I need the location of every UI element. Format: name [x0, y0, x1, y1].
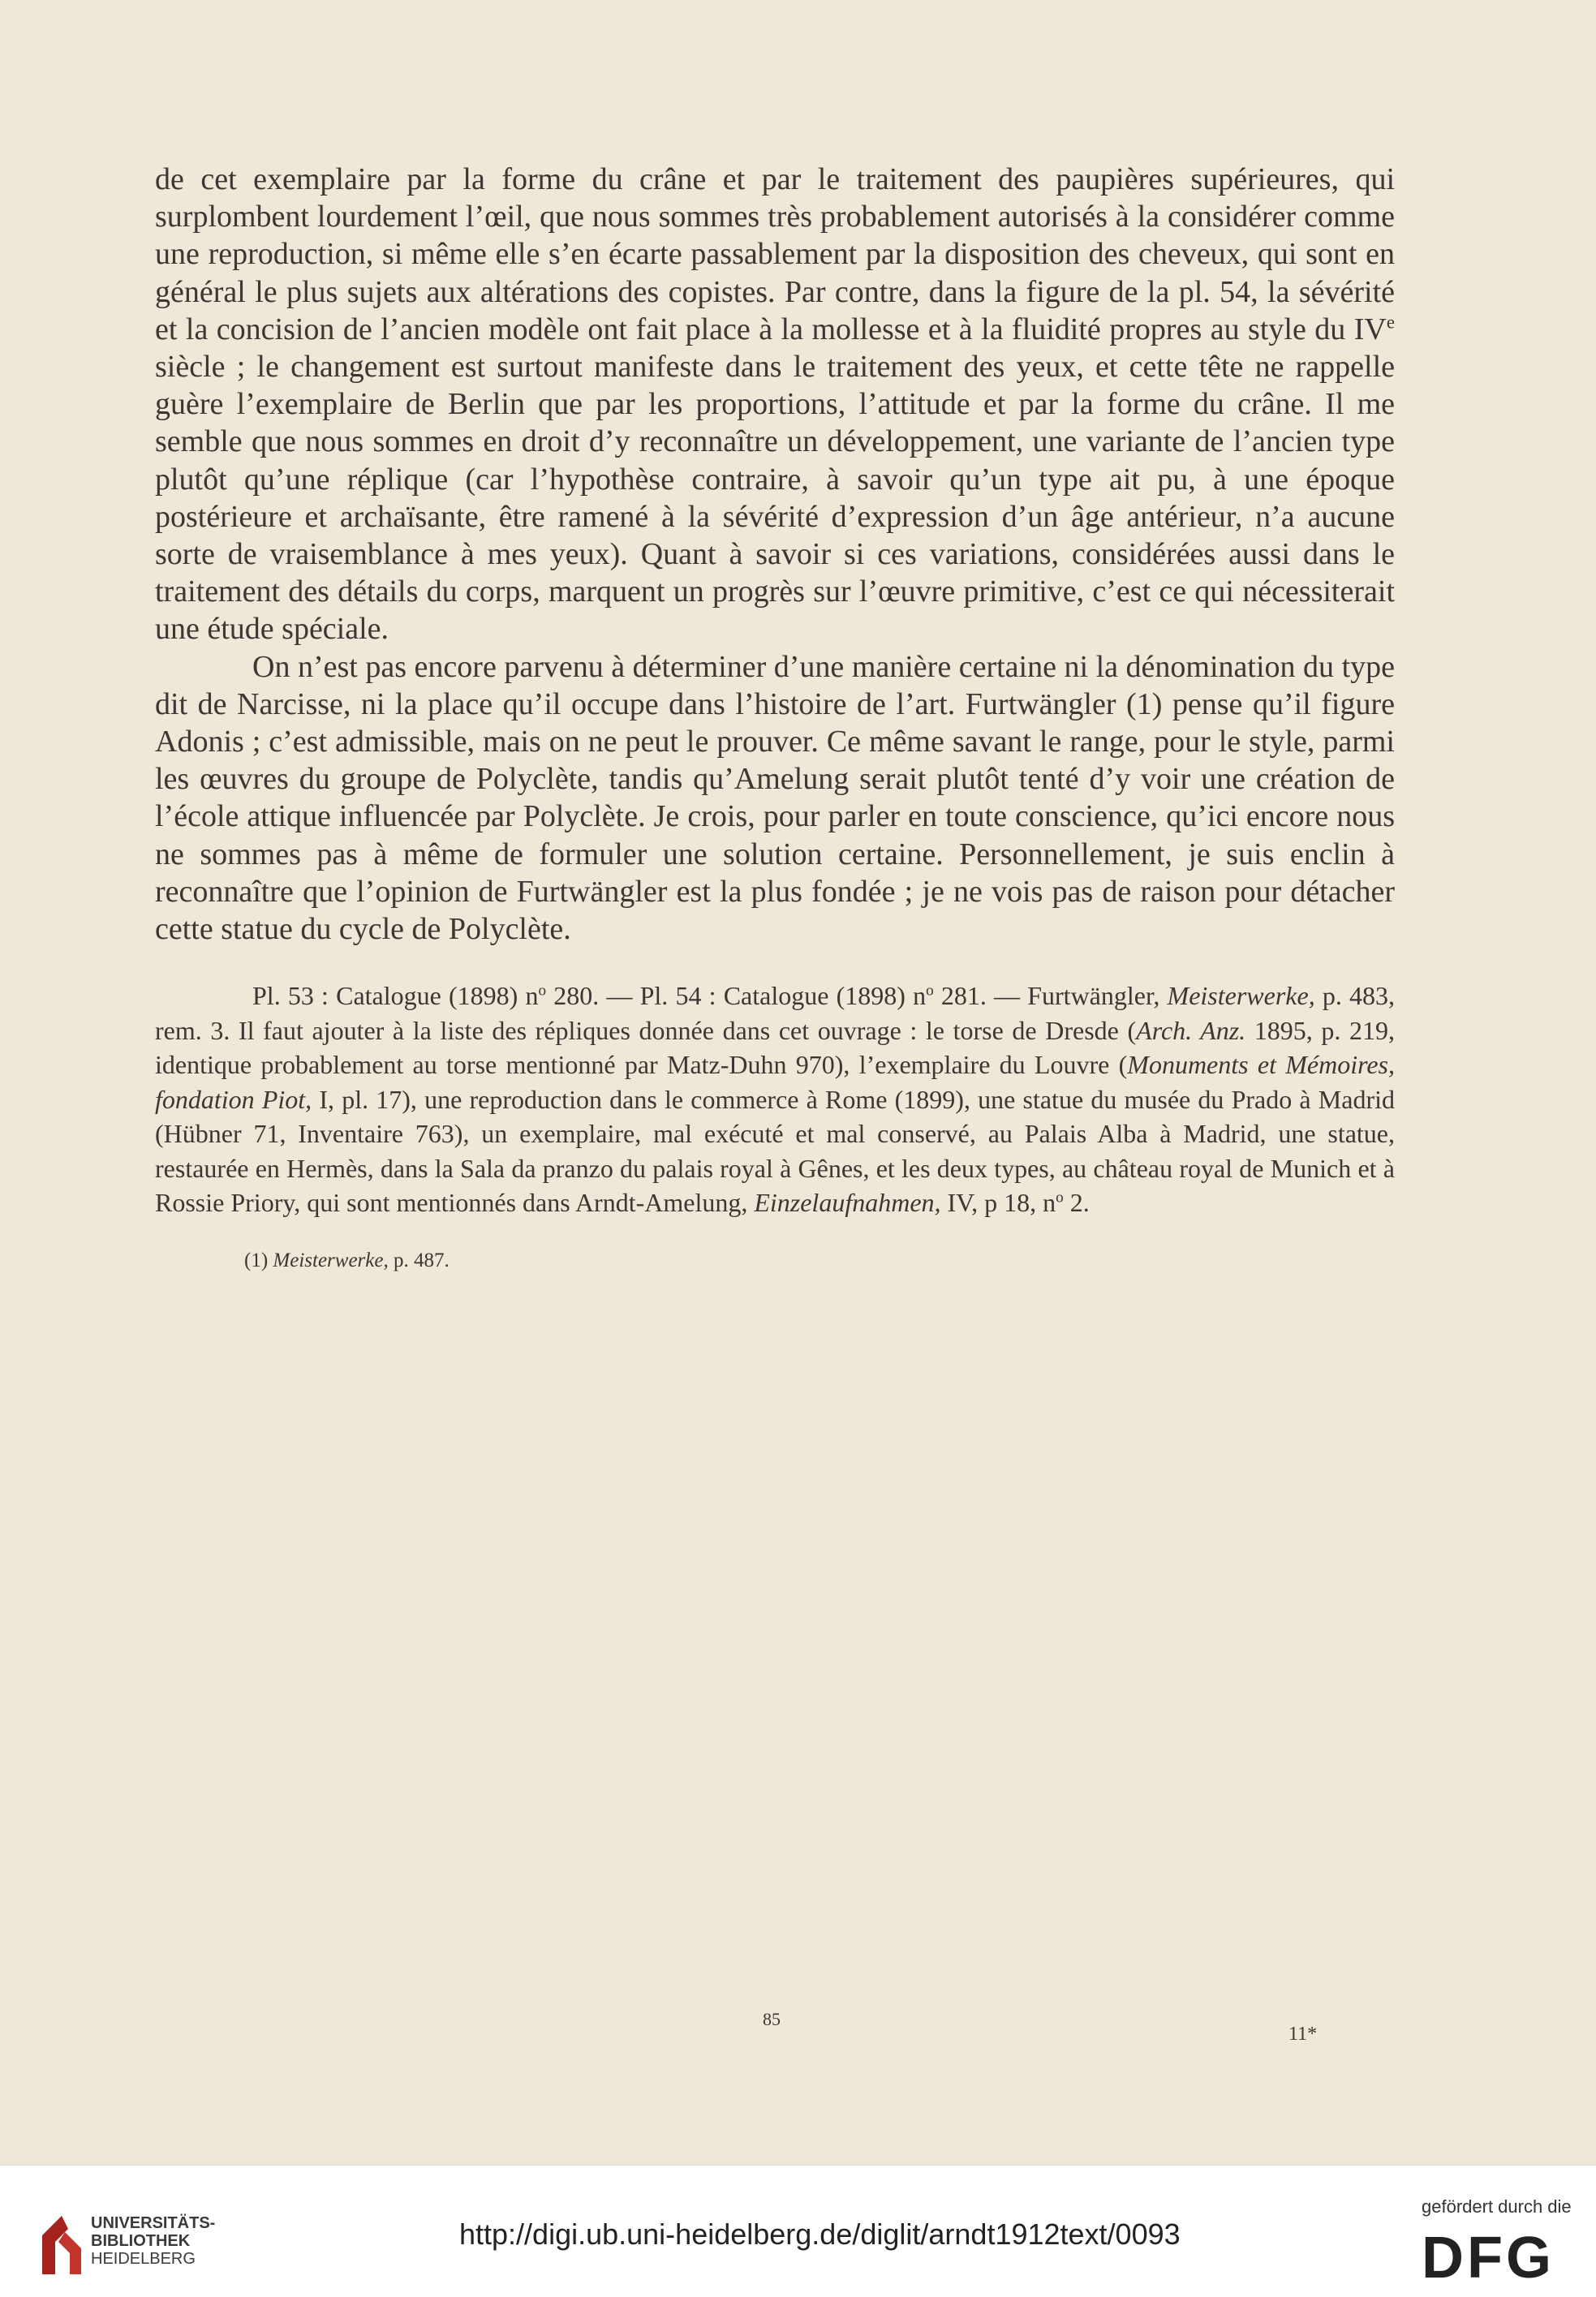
paragraph-1 — [155, 161, 1395, 648]
note-sup: o — [538, 982, 547, 1000]
footnote — [155, 1248, 1395, 1274]
paragraph-1-text-a: de cet exemplaire par la forme du crâne et par le traitement des paupières supérieures, qui surplombent lourdement l’œil, que nous sommes très probablement autorisés à la considérer comme une reproduction, si même elle s’en écarte passablement par la disposition des cheveux, qui sont en général le plus sujets aux altérations des copistes. Par contre, dans la figure de la pl. 54, la sévérité et la concision de l’ancien modèle ont fait place à la mollesse et à la fluidité propres au style du IV — [155, 162, 1395, 346]
library-name-line: HEIDELBERG — [91, 2250, 196, 2268]
note-text: 1895, p. 219, identique probablement au torse mentionné par Matz-Duhn 970), l’exemplaire du Louvre ( — [155, 1015, 1396, 1080]
paragraph-2: On n’est pas encore parvenu à déterminer d’une manière certaine ni la dénomination du type dit de Narcisse, ni la place qu’il occupe dans l’histoire de l’art. Furtwängler (1) pense qu’il figure Adonis ; c’est admissible, mais on ne peut le prouver. Ce même savant le range, pour le style, parmi les œuvres du groupe de Polyclète, tandis qu’Amelung serait plutôt tenté d’y voir une création de l’école attique influencée par Polyclète. Je crois, pour parler en toute conscience, qu’ici encore nous ne sommes pas à même de formuler une solution certaine. Personnellement, je suis enclin à reconnaître que l’opinion de Furtwängler est la plus fondée ; je ne vois pas de raison pour détacher cette statue du cycle de Polyclète. — [155, 649, 1395, 947]
note-sup: o — [1056, 1189, 1064, 1207]
page-number: 85 — [763, 2009, 781, 2029]
superscript-e: e — [1386, 312, 1395, 333]
note-italic: Einzelaufnahmen, — [754, 1188, 941, 1218]
note-paragraph — [155, 979, 1395, 1220]
library-name-line: UNIVERSITÄTS- — [91, 2214, 216, 2232]
notes-block — [155, 979, 1395, 1220]
footnote-italic: Meisterwerke, — [273, 1249, 389, 1271]
footnote-number: (1) — [244, 1249, 273, 1271]
footer-bar — [0, 2165, 1596, 2297]
note-text: 280. — Pl. 54 : Catalogue (1898) n — [546, 981, 927, 1011]
dfg-logo[interactable]: DFG — [1422, 2226, 1555, 2291]
permalink-url[interactable]: http://digi.ub.uni-heidelberg.de/diglit/arndt1912text/0093 — [459, 2217, 1181, 2251]
library-logo-icon[interactable] — [37, 2213, 86, 2278]
main-text — [155, 161, 1395, 1274]
note-text: I, pl. 17), une reproduction dans le commerce à Rome (1899), une statue du musée du Prado à Madrid (Hübner 71, Inventaire 763), un exemplaire, mal exécuté et mal conservé, au Palais Alba à Madrid, une statue, restaurée en Hermès, dans la Sala da pranzo du palais royal à Gênes, et les deux types, au château royal de Munich et à Rossie Priory, qui sont mentionnés dans Arndt-Amelung, — [155, 1084, 1396, 1218]
note-sup: o — [926, 982, 934, 1000]
note-italic: Meisterwerke, — [1167, 981, 1315, 1011]
note-italic: Arch. Anz. — [1136, 1015, 1246, 1045]
note-text: IV, p 18, n — [940, 1188, 1056, 1218]
note-text: 281. — Furtwängler, — [933, 981, 1168, 1011]
library-name — [91, 2214, 215, 2268]
footnote-text: p. 487. — [388, 1249, 450, 1271]
note-text: Pl. 53 : Catalogue (1898) n — [252, 981, 539, 1011]
note-text: p. 483, rem. 3. Il faut ajouter à la liste des répliques donnée dans cet ouvrage : le torse de Dresde ( — [155, 981, 1396, 1045]
funding-text: gefördert durch die — [1422, 2196, 1572, 2217]
note-italic: Monuments et Mémoires, fondation Piot, — [155, 1050, 1396, 1114]
paragraph-1-text-b: siècle ; le changement est surtout manifeste dans le traitement des yeux, et cette tête ne rappelle guère l’exemplaire de Berlin que par les proportions, l’attitude et par la forme du crâne. Il me semble que nous sommes en droit d’y reconnaître un développement, une variante de l’ancien type plutôt qu’une réplique (car l’hypothèse contraire, à savoir qu’un type ait pu, à une époque postérieure et archaïsante, être ramené à la sévérité d’expression d’un âge antérieur, n’a aucune sorte de vraisemblance à mes yeux). Quant à savoir si ces variations, considérées aussi dans le traitement des détails du corps, marquent un progrès sur l’œuvre primitive, c’est ce qui nécessiterait une étude spéciale. — [155, 350, 1395, 647]
library-name-line: BIBLIOTHEK — [91, 2232, 191, 2250]
note-text: 2. — [1063, 1188, 1090, 1218]
printer-signature: 11* — [1288, 2024, 1318, 2045]
